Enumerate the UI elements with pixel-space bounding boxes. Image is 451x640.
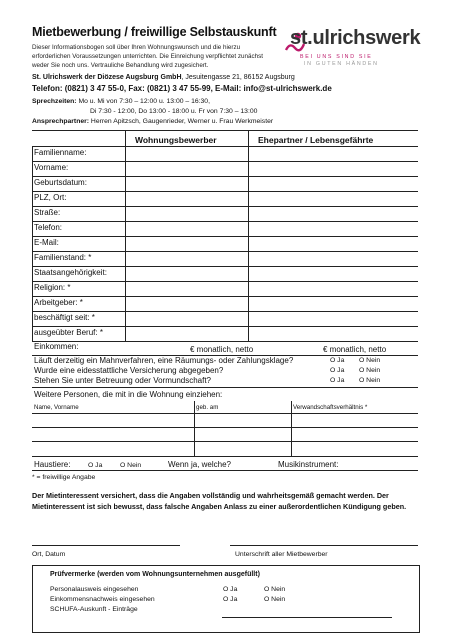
office-hours — [32, 97, 273, 127]
applicant-input[interactable] — [126, 327, 247, 341]
applicant-input[interactable] — [126, 207, 247, 221]
logo-tagline-2: IN GUTEN HÄNDEN — [304, 61, 379, 67]
check-id-label: Personalausweis eingesehen — [50, 586, 139, 593]
answer-no[interactable]: O Nein — [359, 377, 381, 384]
table-top-rule — [32, 130, 418, 131]
col-header-applicant: Wohnungsbewerber — [135, 135, 217, 145]
income-unit-partner: € monatlich, netto — [323, 345, 387, 354]
org-address: , Jesuitengasse 21, 86152 Augsburg — [181, 74, 295, 81]
pets-label: Haustiere: — [34, 460, 71, 469]
partner-input[interactable] — [249, 207, 417, 221]
place-date-label: Ort, Datum — [32, 551, 66, 558]
field-label: ausgeübter Beruf: * — [34, 328, 103, 337]
check-income-yes[interactable]: O Ja — [223, 596, 238, 603]
applicant-input[interactable] — [126, 267, 247, 281]
field-label: PLZ, Ort: — [34, 193, 67, 202]
partner-input[interactable] — [249, 267, 417, 281]
col-header-partner: Ehepartner / Lebensgefährte — [258, 135, 374, 145]
check-income-no[interactable]: O Nein — [264, 596, 286, 603]
field-label: Telefon: — [34, 223, 63, 232]
field-label: Straße: — [34, 208, 61, 217]
partner-input[interactable] — [249, 192, 417, 206]
applicant-input[interactable] — [126, 312, 247, 326]
answer-yes[interactable]: O Ja — [330, 357, 345, 364]
contact-line: Telefon: (0821) 3 47 55-0, Fax: (0821) 3 47 55-99, E-Mail: info@st-ulrichswerk.de — [32, 84, 332, 93]
applicant-input[interactable] — [126, 192, 247, 206]
contact-persons: Herren Apitzsch, Gaugenrieder, Werner u. Frau Werkmeister — [90, 118, 274, 125]
partner-input[interactable] — [249, 222, 417, 236]
logo-wordmark: st.ulrichswerk — [290, 27, 421, 49]
field-label: E-Mail: — [34, 238, 59, 247]
field-label: Vorname: — [34, 163, 69, 172]
residents-col-dob: geb. am — [196, 404, 219, 411]
checks-title: Prüfvermerke (werden vom Wohnungsunternehmen ausgefüllt) — [50, 571, 260, 578]
field-label: Arbeitgeber: * — [34, 298, 83, 307]
partner-input[interactable] — [249, 297, 417, 311]
partner-input[interactable] — [249, 312, 417, 326]
signature-label: Unterschrift aller Mietbewerber — [235, 551, 328, 558]
hours-label: Sprechzeiten: — [32, 98, 77, 105]
place-date-line[interactable] — [32, 545, 180, 546]
field-label: Familienname: — [34, 148, 87, 157]
partner-input[interactable] — [249, 237, 417, 251]
income-unit-applicant: € monatlich, netto — [190, 345, 254, 354]
schufa-entry-line[interactable] — [222, 617, 392, 618]
question-text: Wurde eine eidesstattliche Versicherung abgegeben? — [34, 366, 224, 375]
questions-bottom-rule — [32, 387, 418, 388]
pets-which-label: Wenn ja, welche? — [168, 460, 231, 469]
field-label: Familienstand: * — [34, 253, 92, 262]
partner-input[interactable] — [249, 282, 417, 296]
logo-tagline-1: BEI UNS SIND SIE — [300, 54, 373, 60]
applicant-input[interactable] — [126, 252, 247, 266]
answer-yes[interactable]: O Ja — [330, 377, 345, 384]
pets-rule — [32, 470, 418, 471]
partner-input[interactable] — [249, 252, 417, 266]
residents-divider-2 — [291, 401, 292, 456]
answer-no[interactable]: O Nein — [359, 367, 381, 374]
hours-1: Mo u. Mi von 7:30 – 12:00 u. 13:00 – 16:30, — [78, 98, 210, 105]
check-id-no[interactable]: O Nein — [264, 586, 286, 593]
check-schufa-label: SCHUFA-Auskunft - Einträge — [50, 606, 138, 613]
check-id-yes[interactable]: O Ja — [223, 586, 238, 593]
applicant-input[interactable] — [126, 177, 247, 191]
field-label: beschäftigt seit: * — [34, 313, 95, 322]
field-label: Religion: * — [34, 283, 71, 292]
answer-yes[interactable]: O Ja — [330, 367, 345, 374]
check-income-label: Einkommensnachweis eingesehen — [50, 596, 155, 603]
answer-no[interactable]: O Nein — [359, 357, 381, 364]
hours-2: Di 7:30 - 12:00, Do 13:00 - 18:00 u. Fr von 7:30 – 13:00 — [90, 108, 258, 115]
field-rule — [32, 341, 418, 342]
residents-title: Weitere Personen, die mit in die Wohnung einziehen: — [34, 390, 223, 399]
question-text: Stehen Sie unter Betreuung oder Vormundschaft? — [34, 376, 212, 385]
page-title: Mietbewerbung / freiwillige Selbstauskunft — [32, 25, 277, 39]
contact-persons-label: Ansprechpartner: — [32, 118, 90, 125]
applicant-input[interactable] — [126, 282, 247, 296]
residents-rule-1 — [32, 413, 418, 414]
applicant-input[interactable] — [126, 297, 247, 311]
applicant-input[interactable] — [126, 147, 247, 161]
residents-rule-4 — [32, 456, 418, 457]
intro-text: Dieser Informationsbogen soll über Ihren Wohnungswunsch und die hierzu erforderlichen Voraussetzungen unterrichten. Die Einreichung verpflichtet zunächst weder Sie noch uns. Vertrauliche Behandlung wird zugesichert. — [32, 44, 264, 69]
applicant-input[interactable] — [126, 237, 247, 251]
partner-input[interactable] — [249, 147, 417, 161]
instrument-label: Musikinstrument: — [278, 460, 339, 469]
field-label: Staatsangehörigkeit: — [34, 268, 107, 277]
residents-rule-2 — [32, 427, 418, 428]
applicant-input[interactable] — [126, 222, 247, 236]
declaration-text: Der Mietinteressent versichert, dass die Angaben vollständig und wahrheitsgemäß gemacht werden. Der Mietinteressent ist sich bewusst, dass falsche Angaben Anlass zu einer außerordentlichen Kündigung geben. — [32, 491, 407, 511]
partner-input[interactable] — [249, 327, 417, 341]
residents-divider-1 — [194, 401, 195, 456]
pets-yes[interactable]: O Ja — [88, 462, 103, 469]
income-label: Einkommen: — [34, 342, 79, 351]
residents-rule-3 — [32, 441, 418, 442]
partner-input[interactable] — [249, 162, 417, 176]
footnote: * = freiwillige Angabe — [32, 474, 96, 481]
org-line — [32, 74, 295, 81]
residents-col-name: Name, Vorname — [34, 404, 79, 411]
question-text: Läuft derzeitig ein Mahnverfahren, eine Räumungs- oder Zahlungsklage? — [34, 356, 294, 365]
signature-line[interactable] — [230, 545, 418, 546]
org-name: St. Ulrichswerk der Diözese Augsburg GmbH — [32, 74, 182, 81]
partner-input[interactable] — [249, 177, 417, 191]
applicant-input[interactable] — [126, 162, 247, 176]
field-label: Geburtsdatum: — [34, 178, 87, 187]
residents-col-relation: Verwandschaftsverhältnis * — [293, 404, 368, 411]
pets-no[interactable]: O Nein — [120, 462, 142, 469]
